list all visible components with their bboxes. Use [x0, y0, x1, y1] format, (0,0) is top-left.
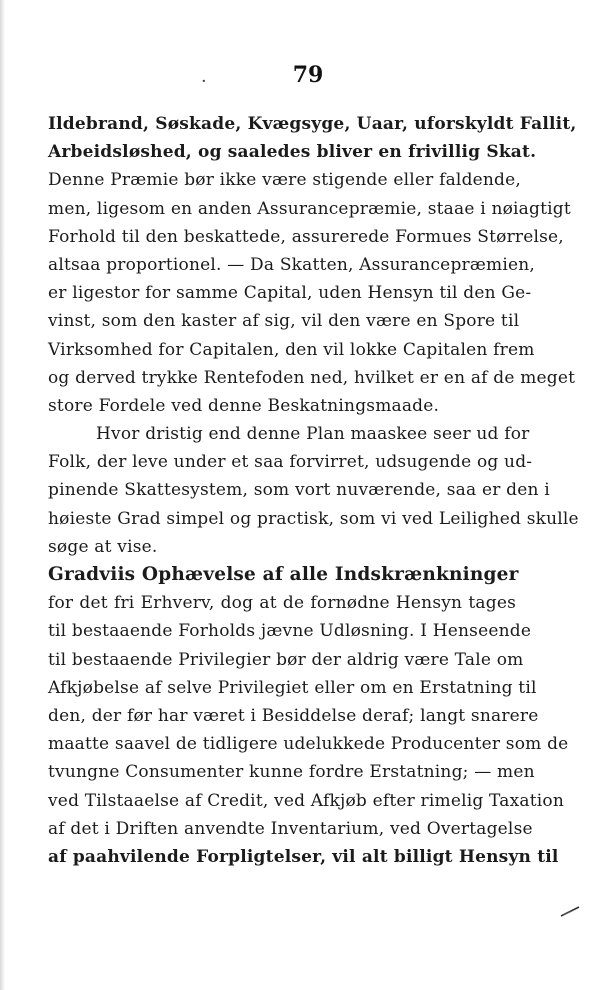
- text-line: Denne Præmie bør ikke være stigende eller faldende,: [48, 170, 522, 191]
- text-line: af det i Driften anvendte Inventarium, ved Overtagelse: [48, 818, 533, 839]
- text-line: ved Tilstaaelse af Credit, ved Afkjøb efter rimelig Taxation: [48, 790, 564, 811]
- text-line: store Fordele ved denne Beskatningsmaade.: [48, 395, 440, 416]
- pencil-mark: [560, 905, 580, 917]
- ink-dot: ·: [201, 71, 207, 92]
- text-line: er ligestor for samme Capital, uden Hensyn til den Ge-: [48, 283, 532, 304]
- text-line: Arbeidsløshed, og saaledes bliver en frivillig Skat.: [48, 142, 537, 163]
- text-line: altsaa proportionel. — Da Skatten, Assurancepræmien,: [48, 254, 536, 275]
- text-line: til bestaaende Privilegier bør der aldrig være Tale om: [48, 649, 524, 670]
- text-line: for det fri Erhverv, dog at de fornødne Hensyn tages: [48, 593, 516, 614]
- section-heading-line: Gradviis Ophævelse af alle Indskrænkninger: [48, 564, 519, 585]
- text-line: vinst, som den kaster af sig, vil den være en Spore til: [48, 311, 520, 332]
- text-line: Forhold til den beskattede, assurerede Formues Størrelse,: [48, 226, 564, 247]
- paragraph-start-line: Hvor dristig end denne Plan maaskee seer ud for: [96, 424, 530, 445]
- text-line: tvungne Consumenter kunne fordre Erstatning; — men: [48, 762, 535, 783]
- text-line: pinende Skattesystem, som vort nuværende, saa er den i: [48, 480, 550, 501]
- text-line: Virksomhed for Capitalen, den vil lokke Capitalen frem: [48, 339, 535, 360]
- page-number: 79: [292, 62, 324, 88]
- text-line: den, der før har været i Besiddelse deraf; langt snarere: [48, 705, 539, 726]
- text-line: maatte saavel de tidligere udelukkede Producenter som de: [48, 734, 569, 755]
- text-line: Afkjøbelse af selve Privilegiet eller om en Erstatning til: [48, 677, 537, 698]
- page-edge-shadow: [0, 0, 5, 990]
- text-line: til bestaaende Forholds jævne Udløsning. I Henseende: [48, 621, 532, 642]
- text-line: høieste Grad simpel og practisk, som vi ved Leilighed skulle: [48, 508, 579, 529]
- text-line: søge at vise.: [48, 536, 158, 557]
- body-text: [48, 110, 579, 871]
- text-line: Ildebrand, Søskade, Kvægsyge, Uaar, uforskyldt Fallit,: [48, 114, 577, 134]
- text-line: af paahvilende Forpligtelser, vil alt billigt Hensyn til: [48, 846, 559, 867]
- text-line: men, ligesom en anden Assurancepræmie, staae i nøiagtigt: [48, 198, 571, 219]
- text-line: Folk, der leve under et saa forvirret, udsugende og ud-: [48, 452, 533, 473]
- text-line: og derved trykke Rentefoden ned, hvilket er en af de meget: [48, 367, 576, 388]
